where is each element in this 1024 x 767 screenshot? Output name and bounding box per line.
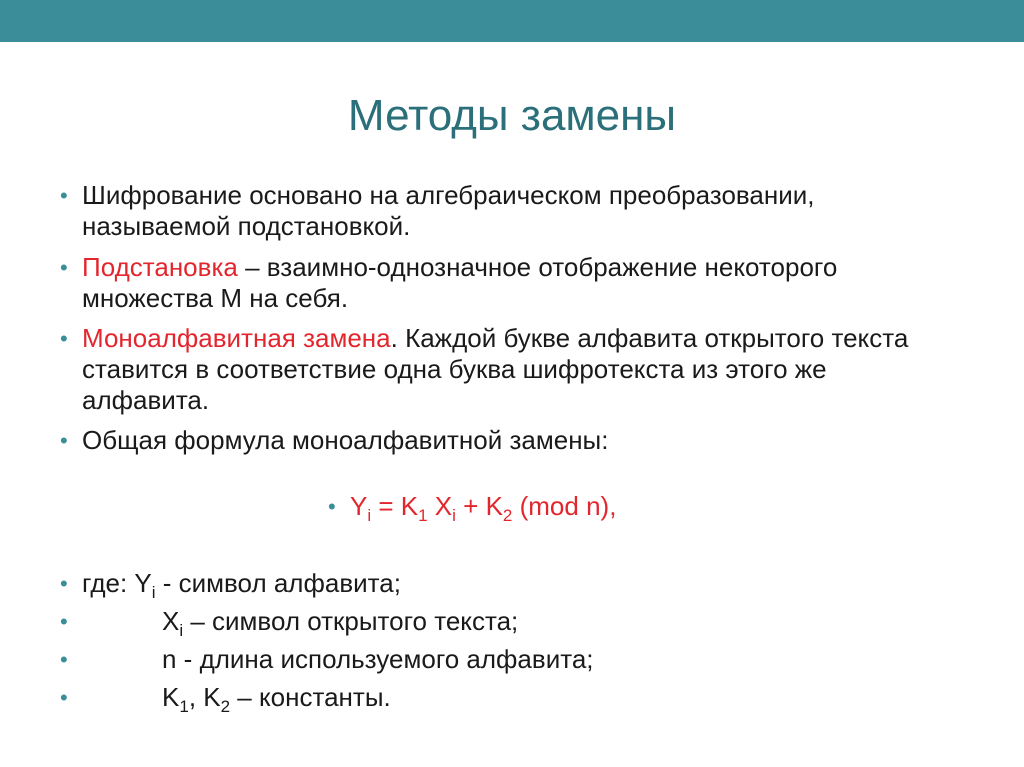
bullet-icon: • — [60, 428, 68, 453]
term-substitution: Подстановка — [82, 252, 238, 282]
bullet-icon: • — [60, 685, 68, 710]
legend-row-y — [60, 567, 920, 605]
bullet-icon: • — [60, 609, 68, 634]
formula-k2-sub: 2 — [502, 506, 513, 525]
legend-text — [162, 606, 519, 640]
legend-prefix: где: Y — [82, 568, 152, 598]
bullet-icon: • — [60, 647, 68, 672]
bullet-text: Общая формула моноалфавитной замены: — [82, 425, 609, 455]
term-monoalphabetic: Моноалфавитная замена — [82, 323, 391, 353]
bullet-icon: • — [60, 326, 68, 351]
legend-row-k — [60, 681, 920, 719]
legend-prefix: X — [162, 606, 180, 636]
bullet-icon: • — [60, 571, 68, 596]
bullet-text: . Каждой букве алфавита открытого текста ставится в соответствие одна буква шифротекста из этого же алфавита. — [82, 323, 909, 415]
legend-desc: – символ открытого текста; — [183, 606, 519, 636]
bullet-icon: • — [60, 183, 68, 208]
formula-x: X — [427, 491, 453, 521]
bullet-text: Шифрование основано на алгебраическом преобразовании, называемой подстановкой. — [82, 180, 815, 241]
bullet-item-general-formula — [60, 425, 920, 456]
top-accent-bar — [0, 0, 1024, 42]
legend-sub: i — [151, 583, 156, 602]
formula-tail: (mod n), — [512, 491, 617, 521]
bullet-item-substitution — [60, 252, 920, 314]
formula-plus: + K — [455, 491, 503, 521]
formula-k1-sub: 1 — [418, 506, 428, 525]
legend-row-n — [60, 643, 920, 681]
legend-list — [60, 567, 920, 719]
formula — [328, 491, 617, 525]
legend-desc: n - длина используемого алфавита; — [162, 644, 594, 674]
legend-row-x — [60, 605, 920, 643]
bullet-item-monoalphabetic — [60, 323, 920, 416]
legend-sub: 2 — [220, 697, 231, 716]
bullet-icon: • — [328, 494, 336, 519]
legend-desc: – константы. — [230, 682, 391, 712]
legend-mid: , K — [188, 682, 221, 712]
legend-sub: i — [179, 621, 184, 640]
legend-prefix: K — [162, 682, 180, 712]
legend-text — [82, 568, 401, 602]
formula-y-sub: i — [367, 506, 372, 525]
bullet-item-encryption — [60, 180, 920, 242]
formula-y: Y — [350, 491, 368, 521]
bullet-list — [60, 180, 920, 456]
slide-title: Методы замены — [347, 91, 677, 140]
legend-desc: - символ алфавита; — [155, 568, 401, 598]
bullet-icon: • — [60, 255, 68, 280]
formula-x-sub: i — [452, 506, 456, 525]
legend-sub: 1 — [179, 697, 189, 716]
formula-eq: = K — [371, 491, 419, 521]
legend-text — [162, 682, 391, 716]
bullet-text: – взаимно-однозначное отображение некоторого множества М на себя. — [82, 252, 838, 313]
